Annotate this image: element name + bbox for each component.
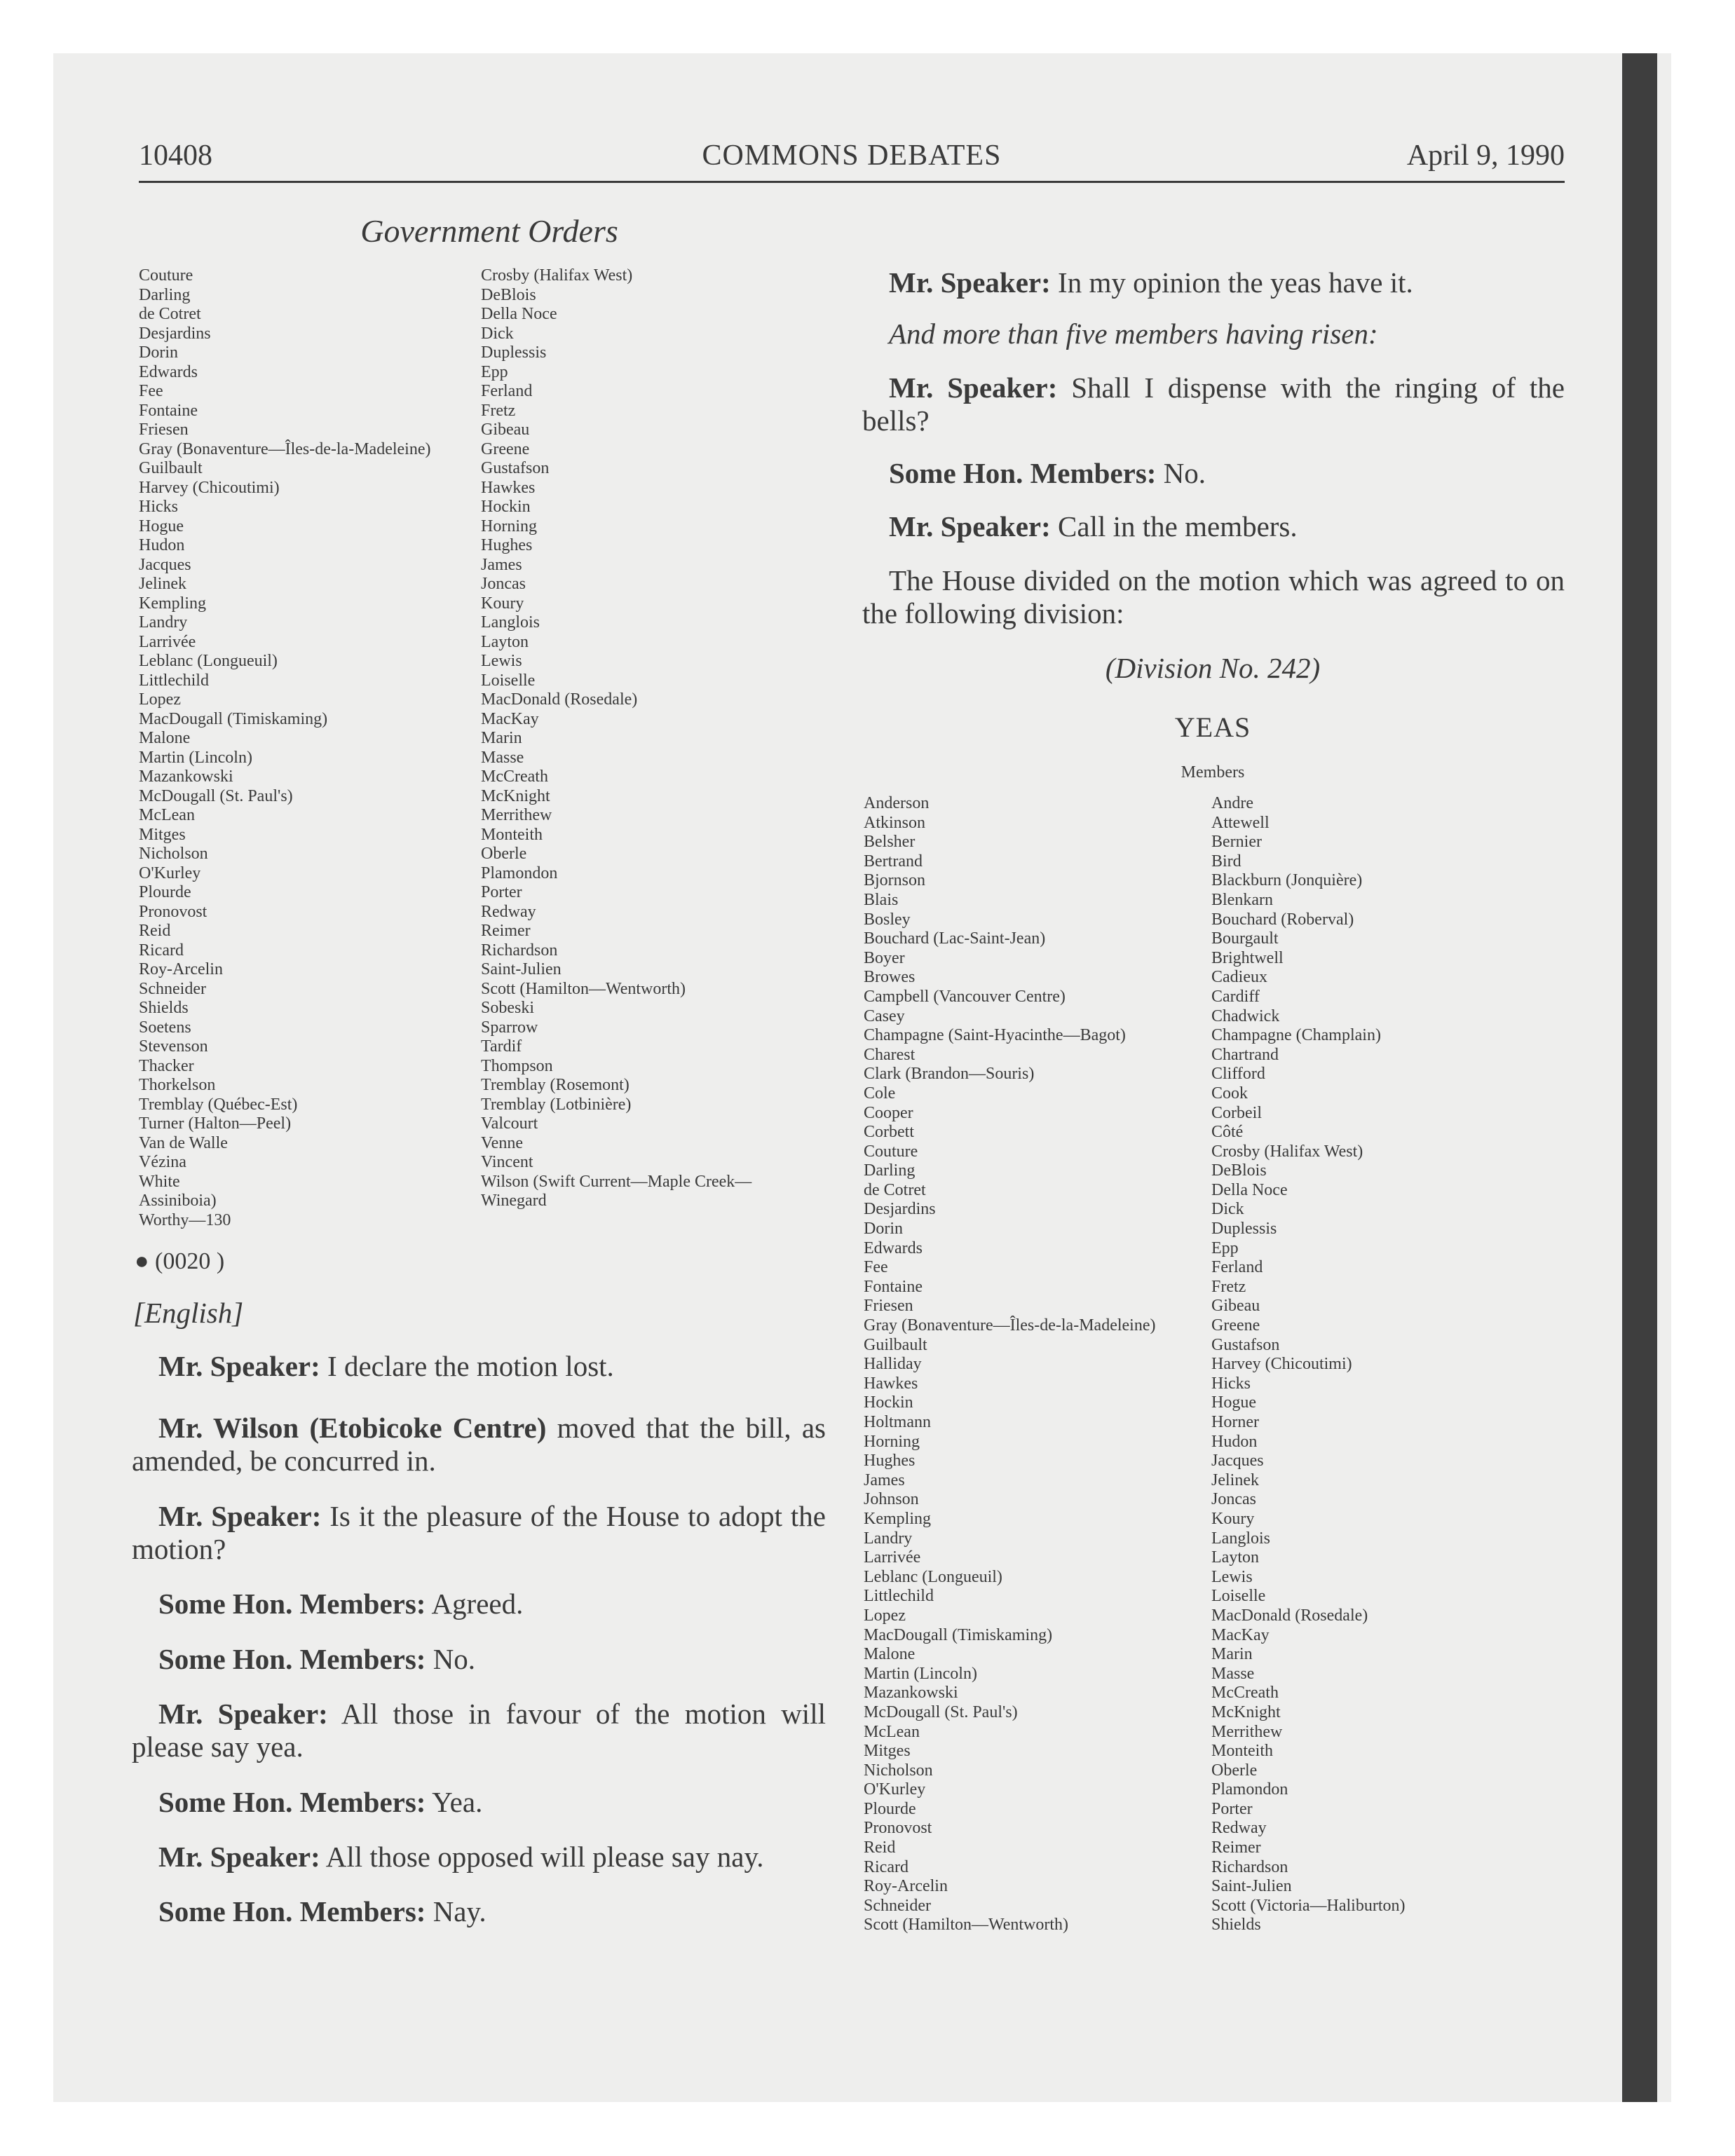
speaker-name: Mr. Speaker: <box>158 1500 322 1532</box>
member-name: Fontaine <box>864 1277 923 1296</box>
member-name: Jacques <box>139 555 191 574</box>
speech-paragraph <box>132 1841 826 1874</box>
member-name: Hudon <box>1211 1432 1258 1451</box>
speech-paragraph <box>132 1643 826 1676</box>
member-name: Brightwell <box>1211 948 1284 967</box>
speaker-name: Mr. Speaker: <box>158 1698 328 1730</box>
member-name: Oberle <box>481 845 527 863</box>
speech-members-no: Some Hon. Members: No. <box>889 457 1206 489</box>
scan-edge-bar <box>1622 53 1657 2102</box>
member-name: Porter <box>1211 1799 1253 1818</box>
member-name: MacDougall (Timiskaming) <box>139 709 328 728</box>
member-name: Assiniboia) <box>139 1192 217 1210</box>
member-name: Hicks <box>1211 1374 1251 1393</box>
member-name: Scott (Hamilton—Wentworth) <box>481 979 686 998</box>
member-name: Johnson <box>864 1490 919 1509</box>
member-name: Desjardins <box>864 1200 936 1219</box>
member-name: Littlechild <box>139 671 209 690</box>
member-name: Thompson <box>481 1056 553 1075</box>
member-name: Malone <box>139 729 191 747</box>
member-name: Duplessis <box>1211 1220 1277 1239</box>
member-name: Bosley <box>864 910 911 929</box>
member-name: Richardson <box>481 941 558 960</box>
member-name: Nicholson <box>139 845 208 863</box>
member-name: de Cotret <box>864 1180 926 1199</box>
member-name: Hicks <box>139 498 178 516</box>
member-name: Corbett <box>864 1123 914 1142</box>
division-narration: The House divided on the motion which was agreed to on the following division: <box>862 564 1565 629</box>
member-name: Venne <box>481 1133 523 1152</box>
speech-text: All those in favour of the motion will please say yea. <box>132 1698 826 1763</box>
member-name: de Cotret <box>139 305 201 323</box>
member-name: James <box>481 555 522 574</box>
member-name: Loiselle <box>481 671 536 690</box>
member-name: Couture <box>139 266 193 285</box>
member-name: Harvey (Chicoutimi) <box>1211 1355 1352 1374</box>
member-name: Reimer <box>481 922 531 940</box>
member-name: Landry <box>864 1529 913 1548</box>
member-name: Mazankowski <box>139 767 233 786</box>
member-name: Desjardins <box>139 324 211 343</box>
member-name: Cardiff <box>1211 987 1260 1006</box>
speech-speaker-bells: Mr. Speaker: Shall I dispense with the ringing of the bells? <box>862 371 1565 437</box>
member-name: Loiselle <box>1211 1587 1266 1606</box>
member-name: Dick <box>481 324 514 343</box>
member-name: Atkinson <box>864 813 926 832</box>
member-name: Horning <box>864 1432 920 1451</box>
member-name: Clifford <box>1211 1065 1265 1084</box>
member-name: Ferland <box>481 382 533 400</box>
member-name: Soetens <box>139 1018 191 1037</box>
member-name: Harvey (Chicoutimi) <box>139 478 280 497</box>
member-name: Ricard <box>139 941 184 960</box>
member-name: Epp <box>1211 1239 1239 1257</box>
member-name: Schneider <box>139 979 206 998</box>
member-name: MacDonald (Rosedale) <box>1211 1606 1368 1625</box>
member-name: Fontaine <box>139 401 198 420</box>
member-name: Cadieux <box>1211 968 1267 987</box>
member-name: Guilbault <box>864 1335 927 1354</box>
member-name: Vézina <box>139 1153 186 1171</box>
member-name: Larrivée <box>864 1548 921 1567</box>
member-name: Cole <box>864 1084 896 1103</box>
member-name: Littlechild <box>864 1587 934 1606</box>
member-name: Fee <box>864 1258 888 1277</box>
speech-call-members: Mr. Speaker: Call in the members. <box>889 510 1298 543</box>
member-name: Blenkarn <box>1211 890 1273 909</box>
member-name: Hughes <box>481 536 533 554</box>
member-name: Worthy—130 <box>139 1210 231 1229</box>
member-name: Schneider <box>864 1896 931 1915</box>
member-name: Darling <box>139 285 191 304</box>
member-name: Layton <box>481 632 529 651</box>
member-name: Bouchard (Roberval) <box>1211 910 1354 929</box>
member-name: Hockin <box>864 1393 913 1412</box>
member-name: Edwards <box>139 362 198 381</box>
speaker-name: Some Hon. Members: <box>158 1786 426 1818</box>
speaker-name: Mr. Speaker: <box>158 1841 320 1873</box>
member-name: Della Noce <box>1211 1180 1288 1199</box>
member-name: Horning <box>481 517 537 535</box>
member-name: Champagne (Champlain) <box>1211 1026 1381 1045</box>
speech-text: No. <box>426 1643 476 1675</box>
division-number: (Division No. 242) <box>1105 652 1321 684</box>
member-name: Epp <box>481 362 508 381</box>
member-name: Marin <box>481 729 522 747</box>
speech-paragraph <box>132 1895 826 1928</box>
member-name: Jelinek <box>1211 1471 1259 1489</box>
stage-direction: And more than five members having risen: <box>889 318 1378 350</box>
speech-paragraph <box>132 1412 826 1478</box>
member-name: Andre <box>1211 794 1253 812</box>
member-name: DeBlois <box>1211 1161 1267 1180</box>
member-name: McDougall (St. Paul's) <box>139 786 293 805</box>
member-name: Fretz <box>1211 1277 1246 1296</box>
member-name: McDougall (St. Paul's) <box>864 1703 1018 1721</box>
member-name: Gray (Bonaventure—Îles-de-la-Madeleine) <box>864 1316 1156 1335</box>
member-name: Champagne (Saint-Hyacinthe—Bagot) <box>864 1026 1126 1045</box>
member-name: Merrithew <box>1211 1722 1283 1741</box>
speech-text: Is it the pleasure of the House to adopt the motion? <box>132 1500 826 1565</box>
language-marker: [English] <box>133 1297 244 1329</box>
section-title: Government Orders <box>360 213 618 249</box>
member-name: Koury <box>481 594 524 613</box>
member-name: Attewell <box>1211 813 1270 832</box>
member-name: Reimer <box>1211 1838 1261 1857</box>
member-name: Hawkes <box>864 1374 918 1393</box>
member-name: Sparrow <box>481 1018 538 1037</box>
member-name: Oberle <box>1211 1761 1258 1780</box>
member-name: Anderson <box>864 794 930 812</box>
member-name: Lewis <box>1211 1567 1253 1586</box>
page-header <box>139 139 1565 183</box>
member-name: Joncas <box>1211 1490 1256 1509</box>
member-name: Hogue <box>1211 1393 1256 1412</box>
member-name: Martin (Lincoln) <box>864 1664 977 1683</box>
publication-title: COMMONS DEBATES <box>702 139 1002 172</box>
member-name: Koury <box>1211 1509 1255 1528</box>
member-name: Duplessis <box>481 343 547 362</box>
member-name: Corbeil <box>1211 1103 1262 1122</box>
member-name: Malone <box>864 1645 916 1664</box>
member-name: Mitges <box>864 1742 911 1761</box>
speech-paragraph <box>132 1588 826 1621</box>
member-name: Monteith <box>1211 1742 1273 1761</box>
member-name: Hughes <box>864 1452 916 1471</box>
member-name: Kempling <box>864 1509 931 1528</box>
member-name: Scott (Hamilton—Wentworth) <box>864 1916 1069 1935</box>
member-name: Crosby (Halifax West) <box>481 266 633 285</box>
member-name: Plourde <box>139 883 191 901</box>
yeas-list-column-2 <box>1211 794 1406 1935</box>
member-name: Wilson (Swift Current—Maple Creek— <box>481 1172 752 1191</box>
member-name: Tardif <box>481 1037 522 1056</box>
member-name: Langlois <box>481 613 540 632</box>
member-name: Kempling <box>139 594 206 613</box>
member-name: Plourde <box>864 1799 916 1818</box>
member-name: Tremblay (Québec-Est) <box>139 1095 298 1114</box>
member-name: Pronovost <box>864 1819 932 1838</box>
member-name: Scott (Victoria—Haliburton) <box>1211 1896 1406 1915</box>
member-name: Valcourt <box>481 1114 538 1133</box>
member-name: Fretz <box>481 401 516 420</box>
member-name: Blackburn (Jonquière) <box>1211 871 1363 890</box>
member-name: Holtmann <box>864 1413 931 1431</box>
member-name: Crosby (Halifax West) <box>1211 1142 1363 1161</box>
member-name: Cooper <box>864 1103 913 1122</box>
member-name: Saint-Julien <box>1211 1877 1292 1896</box>
member-name: McCreath <box>1211 1684 1279 1703</box>
member-name: Lewis <box>481 652 522 670</box>
member-name: Van de Walle <box>139 1133 228 1152</box>
speech-paragraph <box>132 1786 826 1819</box>
member-name: McKnight <box>1211 1703 1281 1721</box>
member-name: Shields <box>1211 1916 1261 1935</box>
member-name: Richardson <box>1211 1857 1288 1876</box>
member-name: MacDonald (Rosedale) <box>481 690 638 709</box>
member-name: MacKay <box>1211 1625 1270 1644</box>
member-name: Browes <box>864 968 916 987</box>
member-name: Friesen <box>864 1297 913 1316</box>
member-name: Leblanc (Longueuil) <box>139 652 278 670</box>
member-name: Bjornson <box>864 871 926 890</box>
member-name: Larrivée <box>139 632 196 651</box>
speech-paragraph <box>132 1500 826 1566</box>
member-name: Bernier <box>1211 833 1262 852</box>
member-name: Redway <box>1211 1819 1267 1838</box>
member-name: Gray (Bonaventure—Îles-de-la-Madeleine) <box>139 439 431 458</box>
yeas-heading: YEAS <box>1174 711 1251 743</box>
speech-text: I declare the motion lost. <box>320 1350 614 1382</box>
member-name: Chartrand <box>1211 1045 1279 1064</box>
member-name: Chadwick <box>1211 1007 1280 1025</box>
member-name: Dick <box>1211 1200 1244 1219</box>
member-name: Monteith <box>481 825 543 844</box>
member-name: Gibeau <box>481 421 530 439</box>
member-name: O'Kurley <box>864 1780 926 1799</box>
member-name: Bouchard (Lac-Saint-Jean) <box>864 929 1046 948</box>
member-name: White <box>139 1172 180 1191</box>
member-name: Couture <box>864 1142 918 1161</box>
member-name: Fee <box>139 382 163 400</box>
member-name: Campbell (Vancouver Centre) <box>864 987 1066 1006</box>
member-name: Langlois <box>1211 1529 1270 1548</box>
member-name: Leblanc (Longueuil) <box>864 1567 1002 1586</box>
member-name: Boyer <box>864 948 905 967</box>
time-marker: ● (0020 ) <box>135 1248 225 1274</box>
member-name: Halliday <box>864 1355 922 1374</box>
members-heading: Members <box>1181 763 1245 782</box>
member-name: Bourgault <box>1211 929 1279 948</box>
nays-list-column-2 <box>481 266 751 1211</box>
member-name: Côté <box>1211 1123 1244 1142</box>
speaker-name: Some Hon. Members: <box>158 1643 426 1675</box>
member-name: Winegard <box>481 1192 547 1210</box>
member-name: Lopez <box>139 690 181 709</box>
member-name: Joncas <box>481 575 526 593</box>
member-name: Cook <box>1211 1084 1248 1103</box>
member-name: Stevenson <box>139 1037 208 1056</box>
member-name: Redway <box>481 902 536 921</box>
member-name: Mitges <box>139 825 186 844</box>
member-name: Gibeau <box>1211 1297 1260 1316</box>
member-name: Nicholson <box>864 1761 933 1780</box>
member-name: Thacker <box>139 1056 194 1075</box>
member-name: James <box>864 1471 905 1489</box>
member-name: McKnight <box>481 786 550 805</box>
member-name: Bird <box>1211 852 1241 871</box>
member-name: MacKay <box>481 709 539 728</box>
member-name: Masse <box>481 748 524 767</box>
member-name: Dorin <box>139 343 178 362</box>
member-name: Gustafson <box>1211 1335 1280 1354</box>
member-name: Merrithew <box>481 806 552 824</box>
member-name: Marin <box>1211 1645 1253 1664</box>
member-name: Plamondon <box>1211 1780 1288 1799</box>
member-name: Hudon <box>139 536 185 554</box>
member-name: Mazankowski <box>864 1684 958 1703</box>
member-name: Martin (Lincoln) <box>139 748 252 767</box>
member-name: Landry <box>139 613 188 632</box>
page-number: 10408 <box>139 139 212 172</box>
nays-list-column-1 <box>139 266 430 1230</box>
member-name: Darling <box>864 1161 916 1180</box>
member-name: Thorkelson <box>139 1076 216 1094</box>
member-name: Roy-Arcelin <box>139 960 223 978</box>
member-name: Greene <box>481 439 530 458</box>
member-name: Plamondon <box>481 864 558 882</box>
speaker-name: Mr. Speaker: <box>158 1350 320 1382</box>
member-name: McCreath <box>481 767 548 786</box>
member-name: Dorin <box>864 1220 903 1239</box>
member-name: Ferland <box>1211 1258 1263 1277</box>
member-name: Ricard <box>864 1857 909 1876</box>
member-name: Friesen <box>139 421 189 439</box>
member-name: DeBlois <box>481 285 536 304</box>
member-name: Della Noce <box>481 305 557 323</box>
speech-speaker-opinion: Mr. Speaker: In my opinion the yeas have it. <box>889 266 1413 299</box>
publication-date: April 9, 1990 <box>1406 139 1565 172</box>
member-name: O'Kurley <box>139 864 201 882</box>
member-name: Charest <box>864 1045 916 1064</box>
member-name: Blais <box>864 890 899 909</box>
speaker-name: Mr. Wilson (Etobicoke Centre) <box>158 1412 547 1444</box>
speech-text: All those opposed will please say nay. <box>320 1841 764 1873</box>
member-name: Gustafson <box>481 459 550 477</box>
speech-text: Nay. <box>426 1895 487 1928</box>
speech-text: Yea. <box>426 1786 483 1818</box>
member-name: Clark (Brandon—Souris) <box>864 1065 1035 1084</box>
member-name: Roy-Arcelin <box>864 1877 948 1896</box>
speaker-name: Some Hon. Members: <box>158 1895 426 1928</box>
member-name: Pronovost <box>139 902 207 921</box>
member-name: Porter <box>481 883 522 901</box>
member-name: Guilbault <box>139 459 203 477</box>
speech-paragraph <box>132 1350 826 1383</box>
member-name: Tremblay (Lotbinière) <box>481 1095 632 1114</box>
member-name: Horner <box>1211 1413 1259 1431</box>
member-name: Turner (Halton—Peel) <box>139 1114 292 1133</box>
member-name: Hawkes <box>481 478 536 497</box>
member-name: MacDougall (Timiskaming) <box>864 1625 1053 1644</box>
member-name: Vincent <box>481 1153 533 1171</box>
speech-text: Agreed. <box>426 1588 524 1620</box>
speaker-name: Some Hon. Members: <box>158 1588 426 1620</box>
member-name: Hogue <box>139 517 184 535</box>
member-name: Bertrand <box>864 852 923 871</box>
member-name: Casey <box>864 1007 905 1025</box>
member-name: Reid <box>864 1838 896 1857</box>
member-name: Greene <box>1211 1316 1260 1335</box>
member-name: Shields <box>139 999 189 1017</box>
member-name: Jelinek <box>139 575 186 593</box>
member-name: Edwards <box>864 1239 923 1257</box>
yeas-list-column-1 <box>864 794 1155 1935</box>
member-name: McLean <box>864 1722 920 1741</box>
speech-text: moved that the bill, as amended, be concurred in. <box>132 1412 826 1477</box>
member-name: Jacques <box>1211 1452 1264 1471</box>
member-name: Tremblay (Rosemont) <box>481 1076 630 1094</box>
member-name: Layton <box>1211 1548 1259 1567</box>
member-name: Reid <box>139 922 171 940</box>
member-name: Sobeski <box>481 999 535 1017</box>
member-name: Masse <box>1211 1664 1255 1683</box>
speech-paragraph <box>132 1698 826 1763</box>
member-name: Belsher <box>864 833 916 852</box>
member-name: Lopez <box>864 1606 906 1625</box>
member-name: Hockin <box>481 498 531 516</box>
member-name: McLean <box>139 806 195 824</box>
member-name: Saint-Julien <box>481 960 562 978</box>
